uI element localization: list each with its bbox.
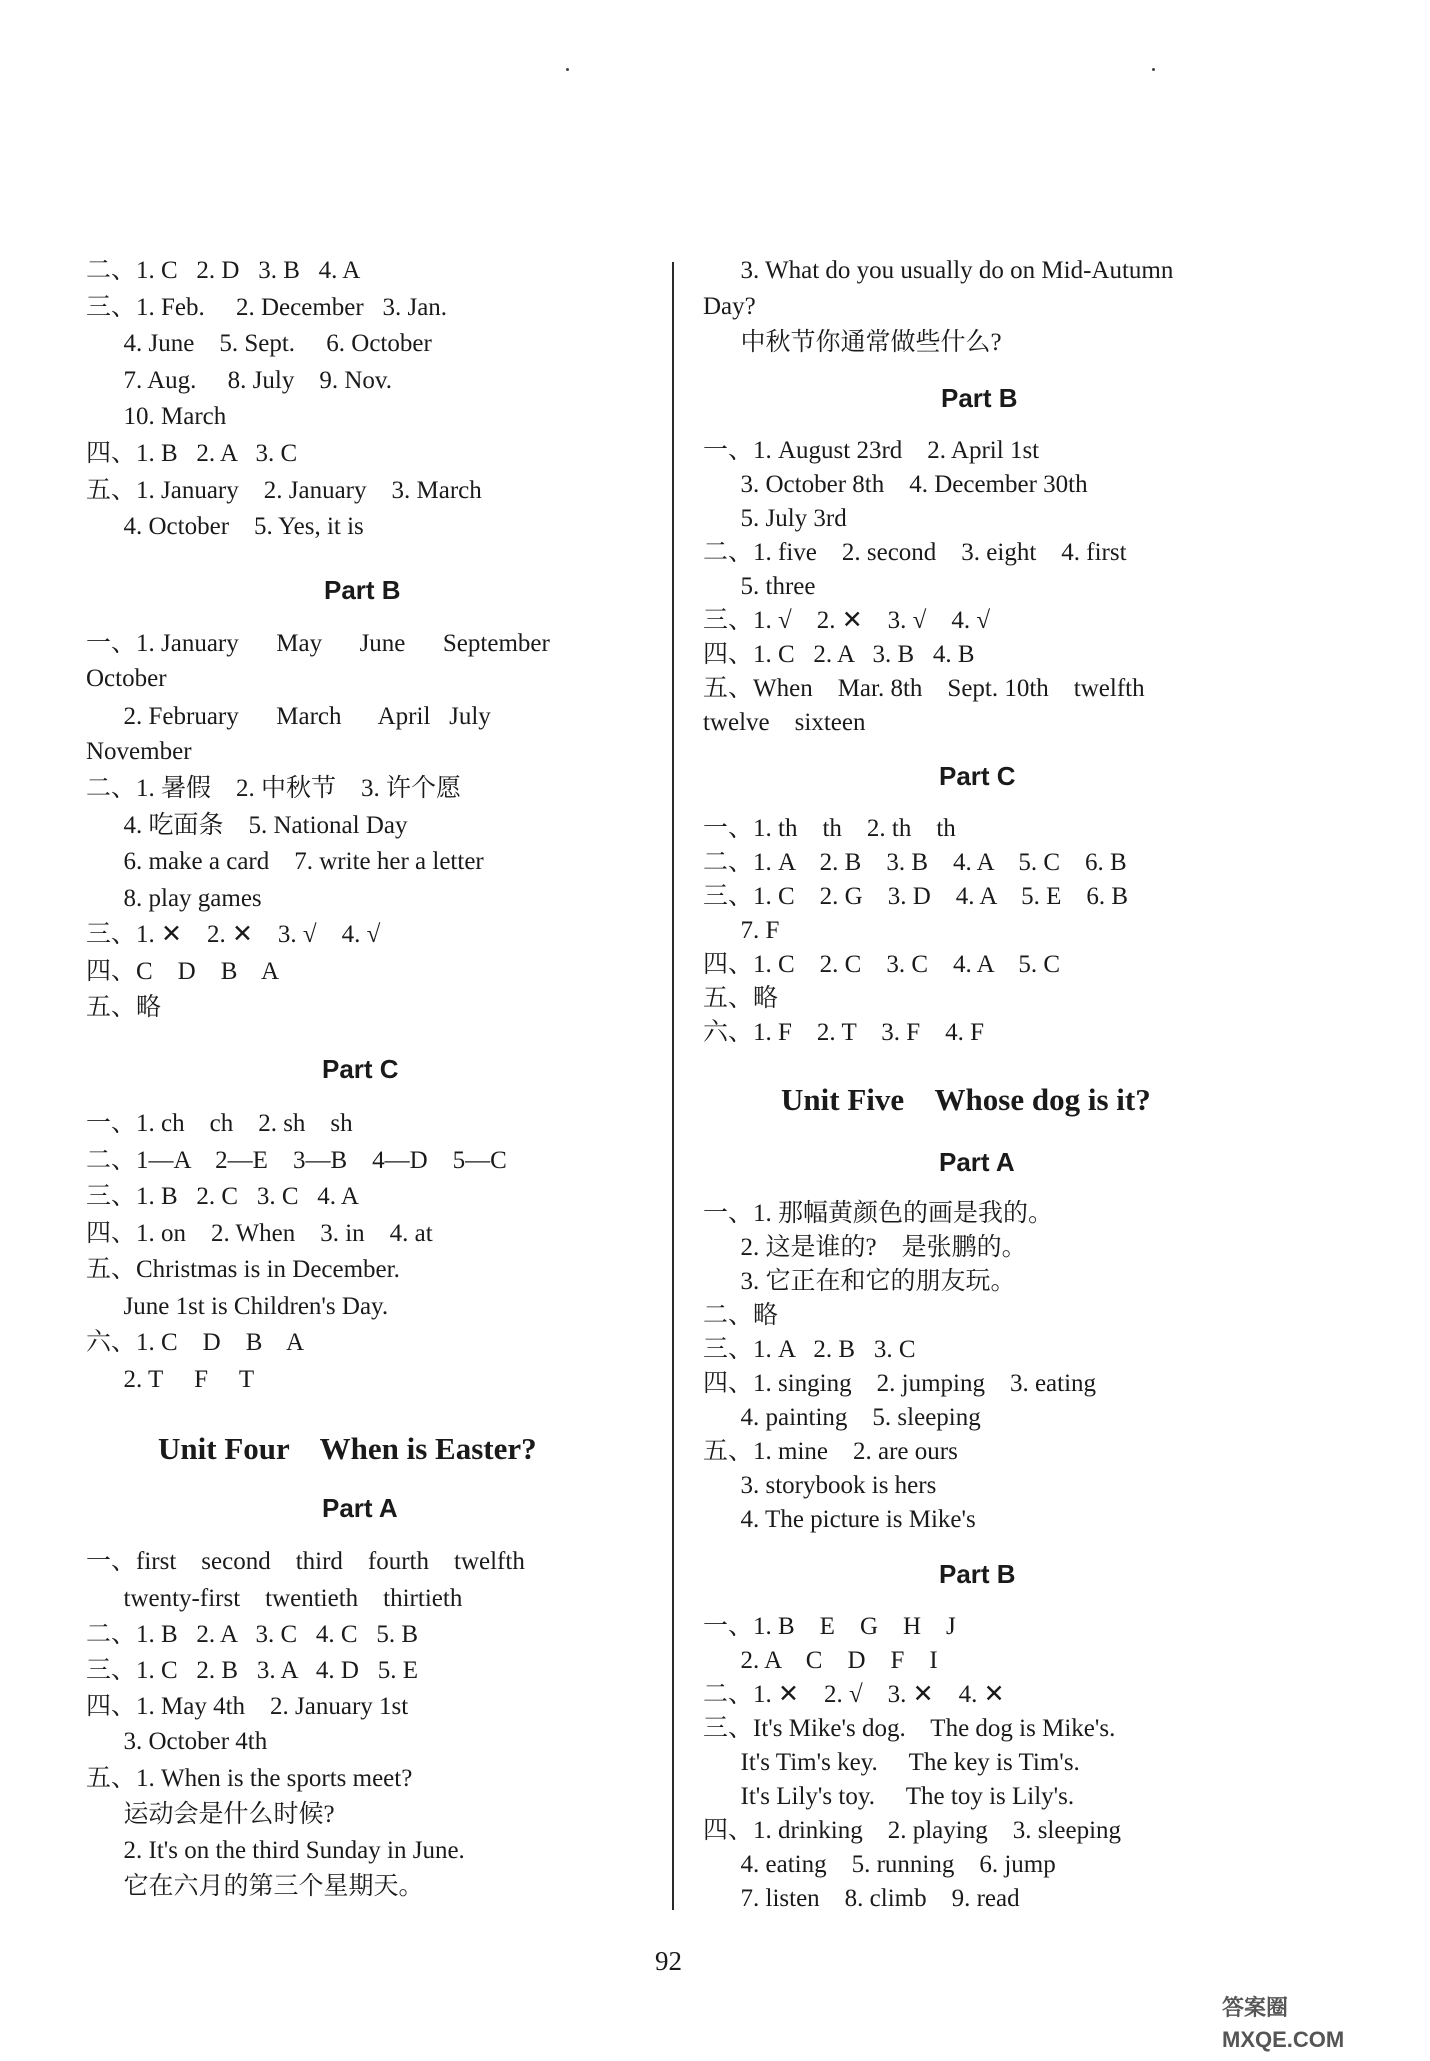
answer-line: 六、1. F 2. T 3. F 4. F xyxy=(703,1019,985,1046)
answer-line: 2. 这是谁的? 是张鹏的。 xyxy=(703,1234,1027,1261)
answer-line: 7. F xyxy=(703,917,780,944)
answer-line: 运动会是什么时候? xyxy=(86,1801,335,1828)
answer-line: 6. make a card 7. write her a letter xyxy=(86,848,484,875)
answer-line: 二、1—A 2—E 3—B 4—D 5—C xyxy=(86,1147,507,1174)
answer-line: June 1st is Children's Day. xyxy=(86,1293,389,1320)
answer-line: 三、1. Feb. 2. December 3. Jan. xyxy=(86,294,448,321)
answer-line: 4. June 5. Sept. 6. October xyxy=(86,330,432,357)
section-heading: Part C xyxy=(322,1054,399,1084)
answer-line: 2. It's on the third Sunday in June. xyxy=(86,1837,465,1864)
answer-line: 3. storybook is hers xyxy=(703,1472,937,1499)
answer-line: 二、1. five 2. second 3. eight 4. first xyxy=(703,539,1127,566)
answer-line: 4. 吃面条 5. National Day xyxy=(86,812,408,839)
answer-line: 3. 它正在和它的朋友玩。 xyxy=(703,1268,1016,1295)
answer-line: 五、1. When is the sports meet? xyxy=(86,1765,413,1792)
answer-line: 四、1. on 2. When 3. in 4. at xyxy=(86,1220,433,1247)
answer-line: 四、1. May 4th 2. January 1st xyxy=(86,1693,409,1720)
answer-line: 4. eating 5. running 6. jump xyxy=(703,1851,1056,1878)
answer-line: 四、1. singing 2. jumping 3. eating xyxy=(703,1370,1097,1397)
answer-line: October xyxy=(86,665,167,692)
section-heading: Part B xyxy=(941,383,1018,413)
answer-line: 4. October 5. Yes, it is xyxy=(86,513,364,540)
answer-line: 二、略 xyxy=(703,1302,779,1329)
answer-line: 三、1. C 2. B 3. A 4. D 5. E xyxy=(86,1657,418,1684)
answer-line: 二、1. A 2. B 3. B 4. A 5. C 6. B xyxy=(703,849,1127,876)
answer-line: 2. T F T xyxy=(86,1366,255,1393)
answer-line: 五、略 xyxy=(703,985,779,1012)
section-heading: Part A xyxy=(939,1147,1015,1177)
answer-line: 一、first second third fourth twelfth xyxy=(86,1548,525,1575)
answer-line: 三、1. B 2. C 3. C 4. A xyxy=(86,1183,359,1210)
answer-line: 二、1. 暑假 2. 中秋节 3. 许个愿 xyxy=(86,775,462,802)
answer-line: 四、1. C 2. C 3. C 4. A 5. C xyxy=(703,951,1060,978)
answer-line: 3. October 8th 4. December 30th xyxy=(703,471,1088,498)
answer-line: 三、It's Mike's dog. The dog is Mike's. xyxy=(703,1715,1116,1742)
watermark-logo: 答案圈 xyxy=(1222,1995,1289,2020)
answer-line: It's Lily's toy. The toy is Lily's. xyxy=(703,1783,1075,1810)
answer-line: 四、1. B 2. A 3. C xyxy=(86,440,298,467)
answer-line: 一、1. ch ch 2. sh sh xyxy=(86,1110,353,1137)
column-divider xyxy=(672,262,674,1910)
answer-line: 二、1. C 2. D 3. B 4. A xyxy=(86,257,361,284)
answer-line: November xyxy=(86,738,192,765)
answer-line: 五、1. January 2. January 3. March xyxy=(86,477,482,504)
answer-line: 2. February March April July xyxy=(86,703,491,730)
answer-line: 三、1. A 2. B 3. C xyxy=(703,1336,916,1363)
section-heading: Part B xyxy=(939,1559,1016,1589)
answer-line: 五、略 xyxy=(86,994,162,1021)
answer-line: 二、1. B 2. A 3. C 4. C 5. B xyxy=(86,1621,418,1648)
answer-line: Day? xyxy=(703,293,756,320)
answer-line: 一、1. August 23rd 2. April 1st xyxy=(703,437,1040,464)
answer-line: 7. Aug. 8. July 9. Nov. xyxy=(86,367,393,394)
answer-line: 7. listen 8. climb 9. read xyxy=(703,1885,1020,1912)
scan-speck xyxy=(566,68,569,71)
answer-line: 10. March xyxy=(86,403,227,430)
unit-title: Unit Five Whose dog is it? xyxy=(781,1082,1151,1117)
answer-line: 四、1. C 2. A 3. B 4. B xyxy=(703,641,975,668)
answer-line: 四、C D B A xyxy=(86,958,280,985)
answer-line: 二、1. ✕ 2. √ 3. ✕ 4. ✕ xyxy=(703,1681,1005,1708)
section-heading: Part B xyxy=(324,575,401,605)
answer-line: 3. What do you usually do on Mid-Autumn xyxy=(703,257,1174,284)
section-heading: Part A xyxy=(322,1493,398,1523)
answer-line: 一、1. B E G H J xyxy=(703,1613,956,1640)
answer-line: 它在六月的第三个星期天。 xyxy=(86,1873,424,1900)
answer-line: 8. play games xyxy=(86,885,262,912)
answer-line: 2. A C D F I xyxy=(703,1647,938,1674)
answer-line: 4. The picture is Mike's xyxy=(703,1506,976,1533)
answer-line: 一、1. th th 2. th th xyxy=(703,815,956,842)
answer-line: 五、Christmas is in December. xyxy=(86,1256,400,1283)
answer-line: 六、1. C D B A xyxy=(86,1329,305,1356)
answer-line: 三、1. ✕ 2. ✕ 3. √ 4. √ xyxy=(86,921,381,948)
answer-line: twelve sixteen xyxy=(703,709,866,736)
unit-title: Unit Four When is Easter? xyxy=(158,1431,537,1466)
answer-line: 四、1. drinking 2. playing 3. sleeping xyxy=(703,1817,1122,1844)
section-heading: Part C xyxy=(939,761,1016,791)
watermark-url: MXQE.COM xyxy=(1222,2027,1345,2052)
page-number: 92 xyxy=(655,1946,682,1976)
answer-line: 3. October 4th xyxy=(86,1728,268,1755)
answer-line: It's Tim's key. The key is Tim's. xyxy=(703,1749,1080,1776)
answer-line: 五、1. mine 2. are ours xyxy=(703,1438,958,1465)
answer-line: 五、When Mar. 8th Sept. 10th twelfth xyxy=(703,675,1145,702)
site-watermark xyxy=(1216,1985,1416,2055)
answer-line: 三、1. √ 2. ✕ 3. √ 4. √ xyxy=(703,607,991,634)
answer-line: 5. three xyxy=(703,573,816,600)
answer-line: 一、1. January May June September xyxy=(86,630,550,657)
scan-speck xyxy=(1152,68,1155,71)
answer-line: 一、1. 那幅黄颜色的画是我的。 xyxy=(703,1200,1054,1227)
answer-line: 4. painting 5. sleeping xyxy=(703,1404,981,1431)
answer-line: twenty-first twentieth thirtieth xyxy=(86,1585,463,1612)
answer-line: 5. July 3rd xyxy=(703,505,847,532)
answer-line: 中秋节你通常做些什么? xyxy=(703,329,1002,356)
answer-line: 三、1. C 2. G 3. D 4. A 5. E 6. B xyxy=(703,883,1129,910)
